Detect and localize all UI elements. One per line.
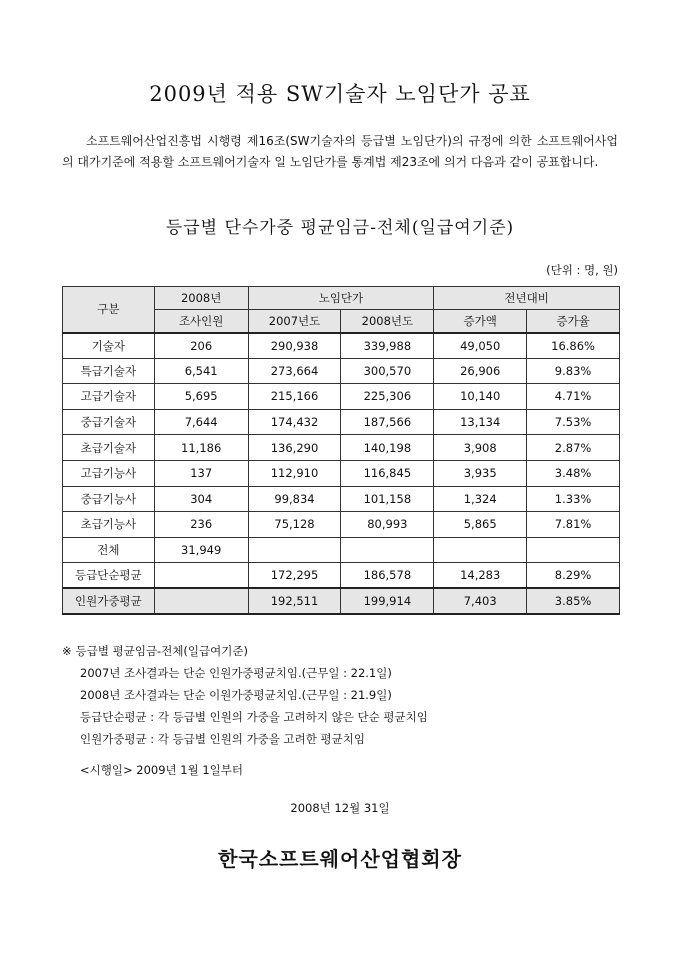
header-increase-amount: 증가액: [434, 310, 527, 333]
cell-wage-2008: 116,845: [341, 460, 434, 486]
cell-wage-2008: 140,198: [341, 435, 434, 461]
cell-wage-2007: 273,664: [248, 358, 341, 384]
row-label: 등급단순평균: [63, 563, 155, 589]
unit-label: (단위 : 명, 원): [546, 263, 618, 277]
cell-wage-2008: 339,988: [341, 333, 434, 359]
cell-increase: 7,403: [434, 588, 527, 614]
notes-section: [62, 640, 622, 750]
cell-wage-2007: 290,938: [248, 333, 341, 359]
cell-wage-2008: 101,158: [341, 486, 434, 512]
cell-wage-2007: 136,290: [248, 435, 341, 461]
cell-increase: 49,050: [434, 333, 527, 359]
cell-increase: 5,865: [434, 512, 527, 538]
row-label: 특급기술자: [63, 358, 155, 384]
cell-wage-2008: 80,993: [341, 512, 434, 538]
cell-wage-2008: 187,566: [341, 409, 434, 435]
header-wage-2008: 2008년도: [341, 310, 434, 333]
cell-increase: 14,283: [434, 563, 527, 589]
row-label: 인원가중평균: [63, 588, 155, 614]
reference-mark: ※: [62, 644, 72, 658]
header-wage-group: 노임단가: [248, 287, 434, 310]
table-subtitle: 등급별 단수가중 평균임금-전체(일급여기준): [165, 218, 515, 238]
notes-heading: [62, 640, 622, 662]
cell-count: [154, 588, 248, 614]
table-row: [63, 384, 620, 410]
cell-rate: 4.71%: [527, 384, 620, 410]
wage-table: [62, 286, 620, 615]
header-wage-2007: 2007년도: [248, 310, 341, 333]
cell-wage-2008: 186,578: [341, 563, 434, 589]
cell-rate: 7.53%: [527, 409, 620, 435]
cell-wage-2008: 300,570: [341, 358, 434, 384]
cell-rate: 2.87%: [527, 435, 620, 461]
document-title: 2009년 적용 SW기술자 노임단가 공표: [149, 82, 531, 106]
cell-count: 304: [154, 486, 248, 512]
cell-count: 31,949: [154, 537, 248, 563]
effective-date: <시행일> 2009년 1월 1일부터: [80, 763, 244, 777]
header-survey-year: 2008년: [154, 287, 248, 310]
cell-count: 236: [154, 512, 248, 538]
table-row: [63, 435, 620, 461]
issue-date: 2008년 12월 31일: [290, 801, 390, 815]
intro-paragraph: [62, 131, 618, 173]
notes-heading-text: 등급별 평균임금-전체(일급여기준): [75, 644, 248, 658]
cell-wage-2007: 174,432: [248, 409, 341, 435]
issuer-name: 한국소프트웨어산업협회장: [218, 847, 462, 871]
table-row: [63, 486, 620, 512]
cell-rate: 9.83%: [527, 358, 620, 384]
note-line: 인원가중평균 : 각 등급별 인원의 가중을 고려한 평균치임: [80, 732, 365, 746]
row-label: 초급기술자: [63, 435, 155, 461]
row-label: 기술자: [63, 333, 155, 359]
header-yoy-group: 전년대비: [434, 287, 620, 310]
cell-count: 206: [154, 333, 248, 359]
cell-count: 7,644: [154, 409, 248, 435]
intro-text: 소프트웨어산업진흥법 시행령 제16조(SW기술자의 등급별 노임단가)의 규정에 의한 소프트웨어사업의 대가기준에 적용할 소프트웨어기술자 일 노임단가를 통계법 제23조에 의거 다음과 같이 공표합니다.: [62, 134, 618, 169]
table-row: [63, 512, 620, 538]
note-line: 2008년 조사결과는 단순 이원가중평균치임.(근무일 : 21.9일): [80, 688, 392, 702]
cell-wage-2008: [341, 537, 434, 563]
cell-wage-2008: 199,914: [341, 588, 434, 614]
row-label: 중급기능사: [63, 486, 155, 512]
header-category: 구분: [63, 287, 155, 333]
cell-wage-2007: 172,295: [248, 563, 341, 589]
cell-wage-2007: 75,128: [248, 512, 341, 538]
table-row: [63, 333, 620, 359]
header-increase-rate: 증가율: [527, 310, 620, 333]
row-label: 전체: [63, 537, 155, 563]
row-label: 중급기술자: [63, 409, 155, 435]
cell-count: 137: [154, 460, 248, 486]
note-line: 2007년 조사결과는 단순 인원가중평균치임.(근무일 : 22.1일): [80, 666, 392, 680]
table-row-simple-average: [63, 563, 620, 589]
cell-wage-2007: 112,910: [248, 460, 341, 486]
cell-wage-2007: 215,166: [248, 384, 341, 410]
row-label: 고급기술자: [63, 384, 155, 410]
cell-count: 5,695: [154, 384, 248, 410]
cell-wage-2007: 99,834: [248, 486, 341, 512]
cell-rate: 3.85%: [527, 588, 620, 614]
header-survey-count: 조사인원: [154, 310, 248, 333]
cell-count: 6,541: [154, 358, 248, 384]
cell-rate: 1.33%: [527, 486, 620, 512]
cell-rate: 7.81%: [527, 512, 620, 538]
row-label: 고급기능사: [63, 460, 155, 486]
cell-increase: 3,935: [434, 460, 527, 486]
table-row-weighted-average: [63, 588, 620, 614]
cell-count: [154, 563, 248, 589]
table-row-total: [63, 537, 620, 563]
cell-increase: 26,906: [434, 358, 527, 384]
cell-rate: [527, 537, 620, 563]
cell-increase: 1,324: [434, 486, 527, 512]
table-row: [63, 358, 620, 384]
cell-wage-2007: [248, 537, 341, 563]
cell-wage-2007: 192,511: [248, 588, 341, 614]
row-label: 초급기능사: [63, 512, 155, 538]
cell-increase: [434, 537, 527, 563]
cell-wage-2008: 225,306: [341, 384, 434, 410]
cell-count: 11,186: [154, 435, 248, 461]
cell-increase: 3,908: [434, 435, 527, 461]
cell-rate: 16.86%: [527, 333, 620, 359]
note-line: 등급단순평균 : 각 등급별 인원의 가중을 고려하지 않은 단순 평균치임: [80, 710, 428, 724]
cell-rate: 8.29%: [527, 563, 620, 589]
table-row: [63, 409, 620, 435]
cell-rate: 3.48%: [527, 460, 620, 486]
table-row: [63, 460, 620, 486]
cell-increase: 10,140: [434, 384, 527, 410]
cell-increase: 13,134: [434, 409, 527, 435]
